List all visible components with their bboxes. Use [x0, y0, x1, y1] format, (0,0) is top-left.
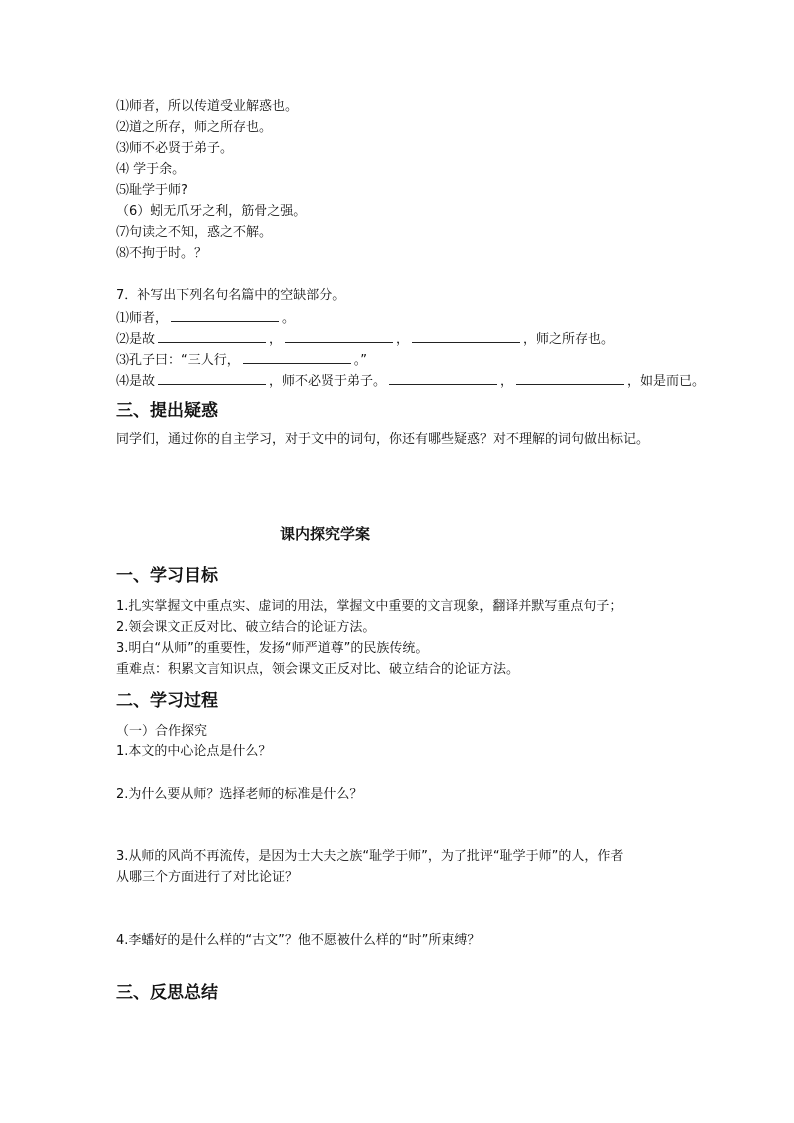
blank-field[interactable]: [412, 329, 520, 343]
translate-item-3: ⑶师不必贤于弟子。: [116, 141, 234, 156]
section-heading-process: 二、学习过程: [116, 691, 218, 711]
fill-text: ，如是而已。: [627, 374, 706, 389]
fill-text: ，师不必贤于弟子。: [269, 374, 387, 389]
fill-line-1: [116, 308, 295, 328]
fill-text: ，: [269, 332, 283, 347]
blank-field[interactable]: [158, 371, 266, 385]
goal-item-1: 1.扎实掌握文中重点实、虚词的用法，掌握文中重要的文言现象，翻译并默写重点句子；: [116, 599, 623, 614]
question-3-line-2: 从哪三个方面进行了对比论证？: [116, 870, 299, 885]
fill-text: ⑶孔子曰：“三人行，: [116, 353, 240, 368]
fill-line-4: [116, 371, 705, 391]
fill-text: ，师之所存也。: [523, 332, 615, 347]
doubts-text: 同学们，通过你的自主学习，对于文中的词句，你还有哪些疑惑？对不理解的词句做出标记。: [116, 432, 650, 447]
section-heading-doubts: 三、提出疑惑: [116, 401, 218, 421]
fill-text: ⑴师者，: [116, 311, 169, 326]
blank-field[interactable]: [243, 350, 351, 364]
translate-item-5: ⑸耻学于师?: [116, 183, 188, 198]
goal-key-points: 重难点：积累文言知识点，领会课文正反对比、破立结合的论证方法。: [116, 662, 520, 677]
fill-text: ⑵是故: [116, 332, 156, 347]
goal-item-2: 2.领会课文正反对比、破立结合的论证方法。: [116, 620, 376, 635]
fill-text: ，: [500, 374, 514, 389]
fill-text: ，: [396, 332, 410, 347]
fill-line-2: [116, 329, 614, 349]
fill-text: 。: [282, 311, 296, 326]
translate-item-6: （6）蚓无爪牙之利，筋骨之强。: [116, 204, 307, 219]
fill-text: ⑷是故: [116, 374, 156, 389]
question-4: 4.李蟠好的是什么样的“古文”？他不愿被什么样的“时”所束缚？: [116, 933, 481, 948]
blank-field[interactable]: [389, 371, 497, 385]
blank-field[interactable]: [285, 329, 393, 343]
translate-item-1: ⑴师者，所以传道受业解惑也。: [116, 99, 299, 114]
section-heading-summary: 三、反思总结: [116, 983, 218, 1003]
translate-item-7: ⑺句读之不知，惑之不解。: [116, 225, 273, 240]
translate-item-2: ⑵道之所存，师之所存也。: [116, 120, 273, 135]
blank-field[interactable]: [516, 371, 624, 385]
page-title: 课内探究学案: [280, 525, 371, 543]
coop-label: （一）合作探究: [116, 724, 208, 739]
question-2: 2.为什么要从师？选择老师的标准是什么？: [116, 787, 363, 802]
fill-line-3: [116, 350, 367, 370]
section-heading-goals: 一、学习目标: [116, 566, 218, 586]
goal-item-3: 3.明白“从师”的重要性，发扬“师严道尊”的民族传统。: [116, 641, 429, 656]
translate-item-8: ⑻不拘于时。？: [116, 246, 208, 261]
question-1: 1.本文的中心论点是什么？: [116, 744, 272, 759]
translate-item-4: ⑷ 学于余。: [116, 162, 186, 177]
blank-field[interactable]: [171, 308, 279, 322]
fill-heading: 7．补写出下列名句名篇中的空缺部分。: [116, 288, 346, 303]
fill-text: 。”: [353, 353, 367, 368]
question-3-line-1: 3.从师的风尚不再流传，是因为士大夫之族“耻学于师”，为了批评“耻学于师”的人，作者: [116, 849, 624, 864]
blank-field[interactable]: [158, 329, 266, 343]
